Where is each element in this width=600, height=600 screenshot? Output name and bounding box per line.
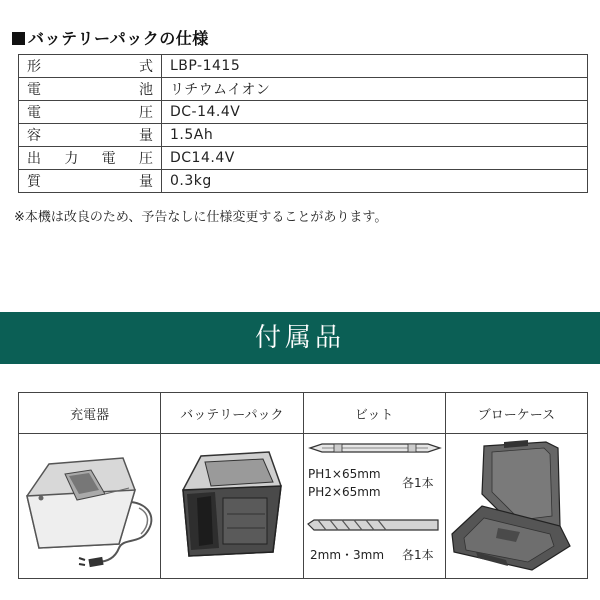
bit-ph-count: 各1本 (401, 476, 434, 490)
spec-row (19, 101, 588, 124)
battery-cell (161, 434, 303, 579)
spec-value: 0.3kg (162, 170, 588, 193)
col-header-case: ブローケース (445, 393, 587, 434)
spec-value: LBP-1415 (162, 55, 588, 78)
spec-title: バッテリーパックの仕様 (12, 26, 209, 49)
spec-label: 質 量 (27, 174, 153, 190)
blow-case-image (446, 434, 588, 574)
accessories-table (18, 392, 588, 579)
spec-label: 出 力 電 圧 (27, 151, 153, 167)
drill-sizes-label: 2mm・3mm (309, 548, 384, 562)
drill-count: 各1本 (401, 548, 434, 562)
col-header-battery: バッテリーパック (161, 393, 303, 434)
charger-image (19, 434, 161, 574)
spec-label: 形 式 (27, 59, 153, 75)
bit-ph1-label: PH1×65mm (307, 467, 381, 481)
spec-row (19, 78, 588, 101)
spec-value: DC-14.4V (162, 101, 588, 124)
bit-ph2-label: PH2×65mm (307, 485, 381, 499)
spec-row (19, 170, 588, 193)
spec-value: リチウムイオン (162, 78, 588, 101)
col-header-bits: ビット (303, 393, 445, 434)
spec-label: 電 池 (27, 82, 153, 98)
battery-image (161, 434, 303, 574)
bits-image (304, 434, 446, 574)
col-header-charger: 充電器 (19, 393, 161, 434)
spec-row (19, 55, 588, 78)
spec-row (19, 147, 588, 170)
bits-cell (303, 434, 445, 579)
spec-row (19, 124, 588, 147)
spec-label: 容 量 (27, 128, 153, 144)
spec-table (18, 54, 588, 193)
spec-value: 1.5Ah (162, 124, 588, 147)
case-cell (445, 434, 587, 579)
charger-cell (19, 434, 161, 579)
square-bullet-icon (12, 32, 25, 45)
spec-value: DC14.4V (162, 147, 588, 170)
spec-note: ※本機は改良のため、予告なしに仕様変更することがあります。 (14, 210, 388, 225)
spec-label: 電 圧 (27, 105, 153, 121)
accessories-banner: 付属品 (0, 312, 600, 364)
